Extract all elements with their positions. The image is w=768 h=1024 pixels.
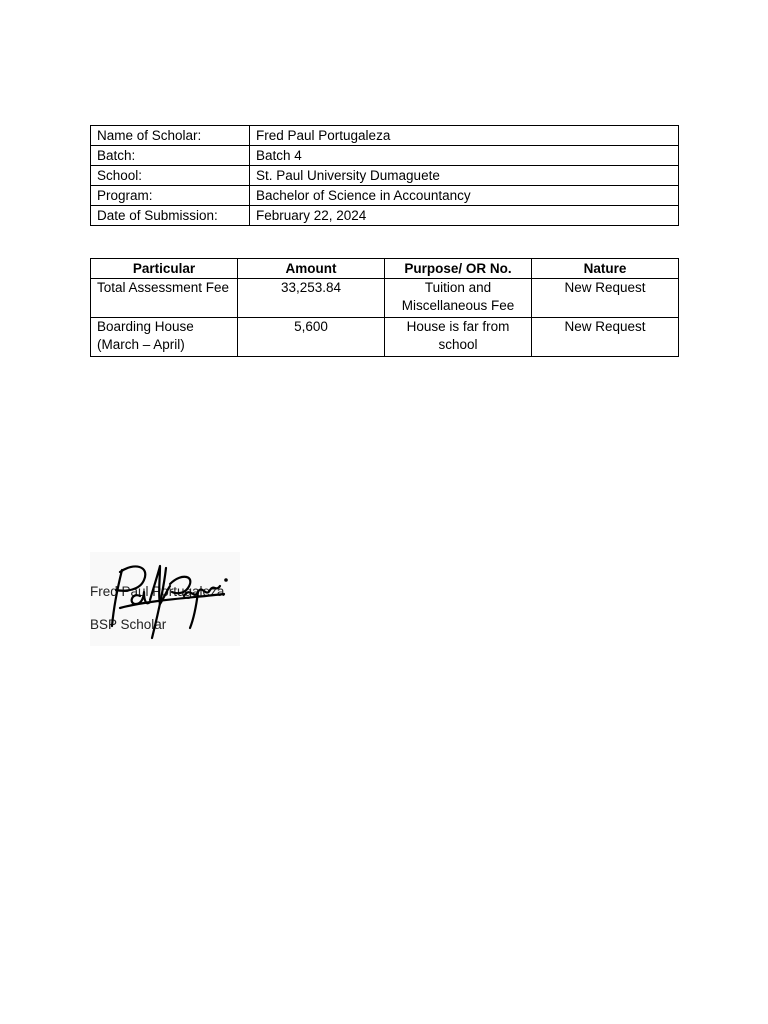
cell-amount: 5,600 [238,318,385,357]
info-value: Batch 4 [250,146,679,166]
info-value: Fred Paul Portugaleza [250,126,679,146]
cell-purpose: Tuition and Miscellaneous Fee [385,279,532,318]
info-value: St. Paul University Dumaguete [250,166,679,186]
cell-purpose: House is far from school [385,318,532,357]
info-row-date [91,206,679,226]
info-row-program [91,186,679,206]
header-purpose: Purpose/ OR No. [385,259,532,279]
cell-nature: New Request [532,279,679,318]
table-row [91,318,679,357]
particulars-header-row [91,259,679,279]
info-row-batch [91,146,679,166]
header-nature: Nature [532,259,679,279]
info-label: Date of Submission: [91,206,250,226]
header-amount: Amount [238,259,385,279]
info-label: Name of Scholar: [91,126,250,146]
table-row [91,279,679,318]
header-particular: Particular [91,259,238,279]
info-row-school [91,166,679,186]
info-label: Program: [91,186,250,206]
particulars-table [90,258,679,357]
info-row-name [91,126,679,146]
info-value: February 22, 2024 [250,206,679,226]
cell-nature: New Request [532,318,679,357]
info-label: School: [91,166,250,186]
cell-particular: Total Assessment Fee [91,279,238,318]
cell-particular: Boarding House (March – April) [91,318,238,357]
signer-role: BSP Scholar [90,617,167,632]
info-label: Batch: [91,146,250,166]
handwritten-signature-icon [100,556,230,642]
scholar-info-table [90,125,679,226]
signer-name: Fred Paul Portugaleza [90,584,225,599]
cell-amount: 33,253.84 [238,279,385,318]
info-value: Bachelor of Science in Accountancy [250,186,679,206]
